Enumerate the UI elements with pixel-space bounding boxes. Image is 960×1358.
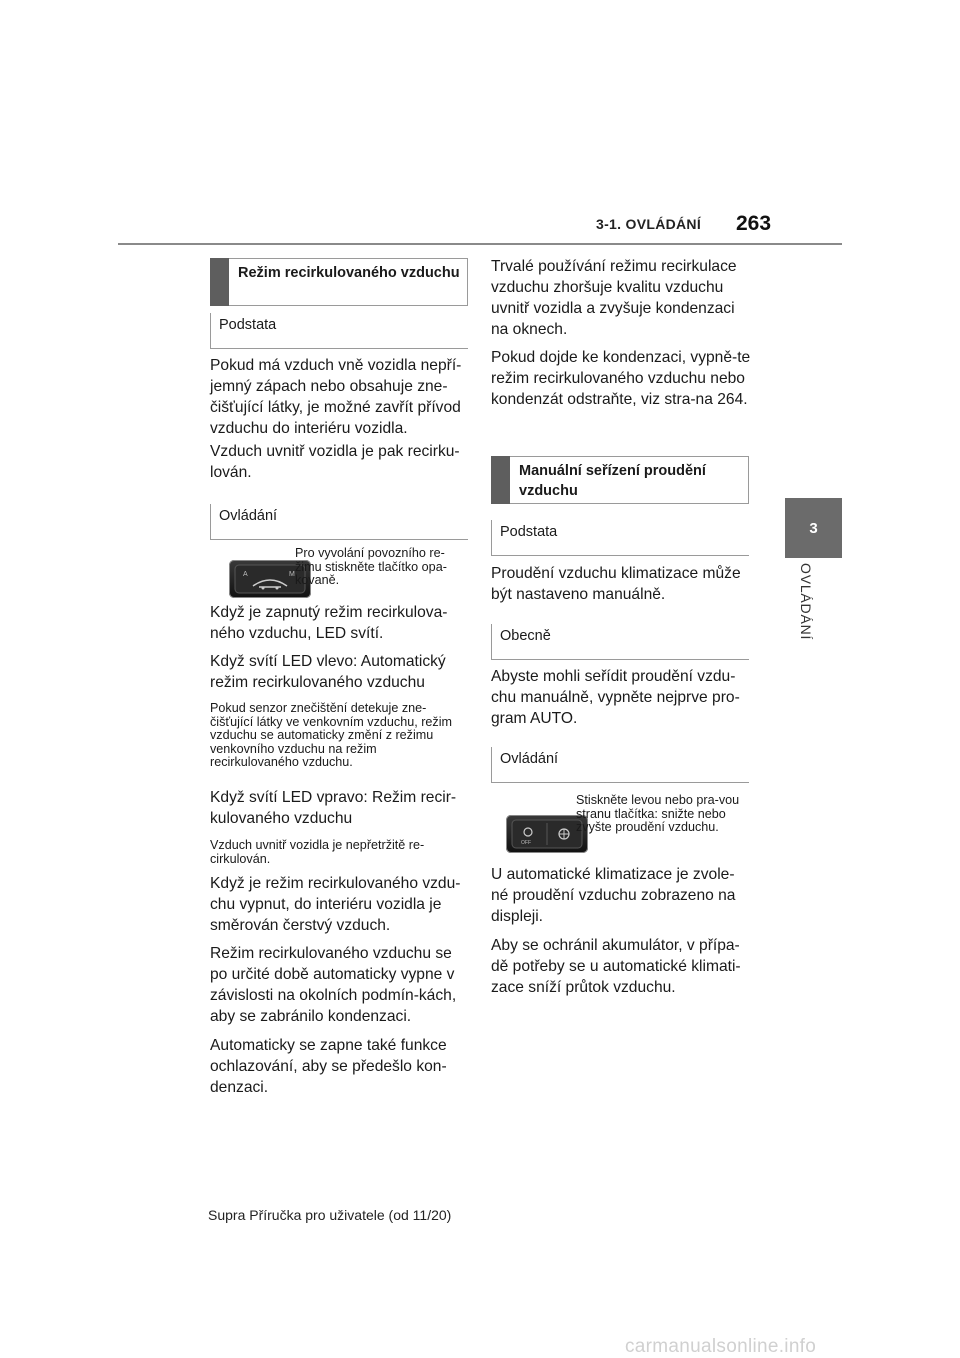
button-caption: Stiskněte levou nebo pra-vou stranu tlačítka: snižte nebo zvyšte proudění vzduchu.: [576, 793, 740, 834]
subheading-podstata-left: [210, 313, 468, 349]
subheading-text: Ovládání: [500, 751, 559, 767]
paragraph: Pokud má vzduch vně vozidla nepří-jemný zápach nebo obsahuje zne-čišťující látky, je možné zavřít přívod vzduchu do interiéru vozidla.: [210, 357, 462, 437]
paragraph: Když je režim recirkulovaného vzdu-chu vypnut, do interiéru vozidla je směrován čerstvý vzduch.: [210, 875, 461, 934]
svg-text:M: M: [289, 571, 295, 578]
paragraph: Když svítí LED vpravo: Režim recir-kulovaného vzduchu: [210, 789, 457, 827]
heading-recirculation: [210, 258, 468, 306]
chapter-label: OVLÁDÁNÍ: [798, 563, 814, 641]
footer-text: Supra Příručka pro uživatele (od 11/20): [208, 1207, 452, 1223]
chapter-tab: 3: [785, 498, 842, 558]
svg-text:OFF: OFF: [521, 840, 531, 846]
subheading-text: Ovládání: [219, 508, 278, 524]
paragraph: Vzduch uvnitř vozidla je pak recirku-lován.: [210, 443, 460, 481]
paragraph: Když svítí LED vlevo: Automatický režim recirkulovaného vzduchu: [210, 653, 446, 691]
heading-text: Manuální seřízení proudění vzduchu: [519, 463, 706, 499]
watermark: carmanualsonline.info: [625, 1336, 817, 1357]
section-title: 3-1. OVLÁDÁNÍ: [596, 216, 702, 232]
paragraph: Automaticky se zapne také funkce ochlazování, aby se předešlo kon-denzaci.: [210, 1037, 447, 1096]
button-caption: Pro vyvolání povozního re-žimu stiskněte tlačítko opa-kovaně.: [295, 546, 447, 587]
heading-bar: [210, 258, 229, 306]
paragraph: Když je zapnutý režim recirkulova-ného vzduchu, LED svítí.: [210, 604, 448, 642]
paragraph: Trvalé používání režimu recirkulace vzduchu zhoršuje kvalitu vzduchu uvnitř vozidla a zvyšuje kondenzaci na oknech.: [491, 258, 737, 338]
svg-text:A: A: [243, 571, 248, 578]
subheading-obecne: [491, 624, 749, 660]
heading-manual-airflow: [491, 456, 749, 504]
subheading-ovladani-left: [210, 504, 468, 540]
page-number: 263: [736, 212, 772, 235]
paragraph: Aby se ochránil akumulátor, v přípa-dě potřeby se u automatické klimati-zace sníží průtok vzduchu.: [491, 937, 741, 996]
paragraph: Abyste mohli seřídit proudění vzdu-chu manuálně, vypněte nejprve pro-gram AUTO.: [491, 668, 740, 727]
subheading-text: Podstata: [219, 317, 277, 333]
header-rule: [118, 243, 842, 245]
paragraph: Pokud dojde ke kondenzaci, vypně-te režim recirkulovaného vzduchu nebo kondenzát odstraňte, viz stra-na 264.: [491, 349, 751, 408]
paragraph: Proudění vzduchu klimatizace může být nastaveno manuálně.: [491, 565, 741, 603]
subheading-text: Podstata: [500, 524, 558, 540]
subheading-text: Obecně: [500, 628, 551, 644]
heading-bar: [491, 456, 510, 504]
note: Vzduch uvnitř vozidla je nepřetržitě re-cirkulován.: [210, 838, 425, 866]
subheading-ovladani-right: [491, 747, 749, 783]
note: Pokud senzor znečištění detekuje zne-čišťující látky ve venkovním vzduchu, režim vzduchu se automaticky změní z režimu venkovního vzduchu na režim recirkulovaného vzduchu.: [210, 701, 452, 769]
paragraph: U automatické klimatizace je zvole-né proudění vzduchu zobrazeno na displeji.: [491, 866, 736, 925]
subheading-podstata-right: [491, 520, 749, 556]
paragraph: Režim recirkulovaného vzduchu se po určité době automaticky vypne v závislosti na okolních podmín-kách, aby se zabránilo kondenzaci.: [210, 945, 457, 1025]
heading-text: Režim recirkulovaného vzduchu: [238, 265, 460, 281]
